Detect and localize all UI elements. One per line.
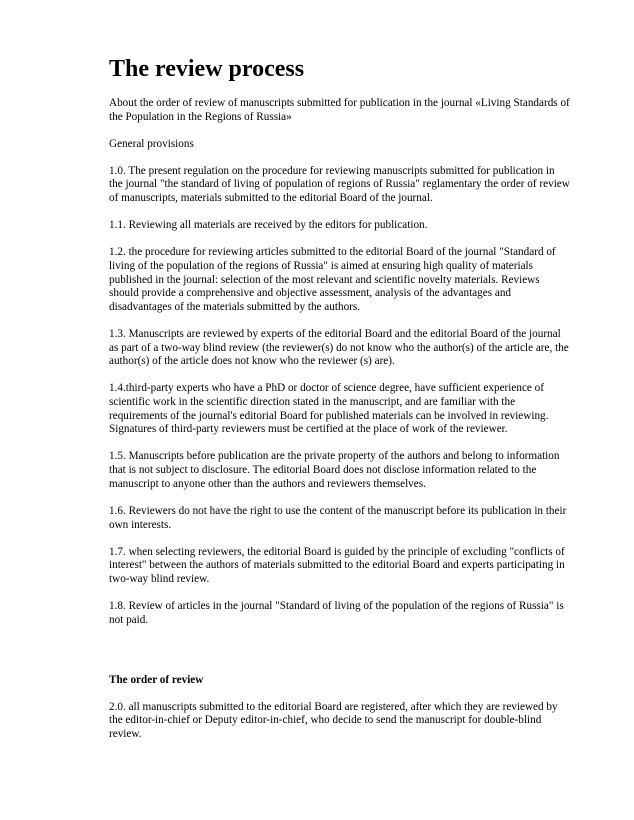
- provision-1-6: 1.6. Reviewers do not have the right to use the content of the manuscript before its publication in their own interests.: [109, 504, 567, 531]
- provision-1-3: 1.3. Manuscripts are reviewed by experts of the editorial Board and the editorial Board of the journal as part of a two-way blind review (the reviewer(s) do not know who the author(s) of the article are, the author(s) of the article does not know who the reviewer (s) are).: [109, 327, 569, 368]
- provision-1-2: 1.2. the procedure for reviewing articles submitted to the editorial Board of the journal "Standard of living of the population of the regions of Russia" is aimed at ensuring high quality of materials published in the journal: selection of the most relevant and scientific novelty materials. Reviews should provide a comprehensive and objective assessment, analysis of the advantages and disadvantages of the materials submitted by the authors.: [109, 246, 556, 313]
- document-page: [109, 55, 571, 755]
- provision-1-5: 1.5. Manuscripts before publication are the private property of the authors and belong to information that is not subject to disclosure. The editorial Board does not disclose information related to the manuscript to anyone other than the authors and reviewers themselves.: [109, 450, 560, 490]
- section-spacer: [109, 641, 571, 674]
- order-2-0: 2.0. all manuscripts submitted to the editorial Board are registered, after which they are reviewed by the editor-in-chief or Deputy editor-in-chief, who decide to send the manuscript for double-blind review.: [109, 700, 558, 741]
- page-title: The review process: [109, 56, 305, 82]
- order-of-review-heading: The order of review: [109, 673, 204, 686]
- provision-1-4: 1.4.third-party experts who have a PhD or doctor of science degree, have sufficient experience of scientific work in the scientific direction stated in the manuscript, and are familiar with the requirements of the journal's editorial Board for published materials can be involved in reviewing. Signatures of third-party reviewers must be certified at the place of work of the reviewer.: [109, 382, 549, 436]
- provision-1-7: 1.7. when selecting reviewers, the editorial Board is guided by the principle of excluding "conflicts of interest" between the authors of materials submitted to the editorial Board and experts participating in two-way blind review.: [109, 545, 565, 585]
- provision-1-8: 1.8. Review of articles in the journal "Standard of living of the population of the regions of Russia" is not paid.: [109, 599, 564, 626]
- intro-paragraph: About the order of review of manuscripts submitted for publication in the journal «Living Standards of the Population in the Regions of Russia»: [109, 97, 570, 123]
- provision-1-0: 1.0. The present regulation on the procedure for reviewing manuscripts submitted for publication in the journal "the standard of living of population of regions of Russia" reglamentary the order of review of manuscripts, materials submitted to the editorial Board of the journal.: [109, 164, 570, 205]
- general-provisions-heading: General provisions: [109, 137, 194, 150]
- provision-1-1: 1.1. Reviewing all materials are received by the editors for publication.: [109, 219, 428, 232]
